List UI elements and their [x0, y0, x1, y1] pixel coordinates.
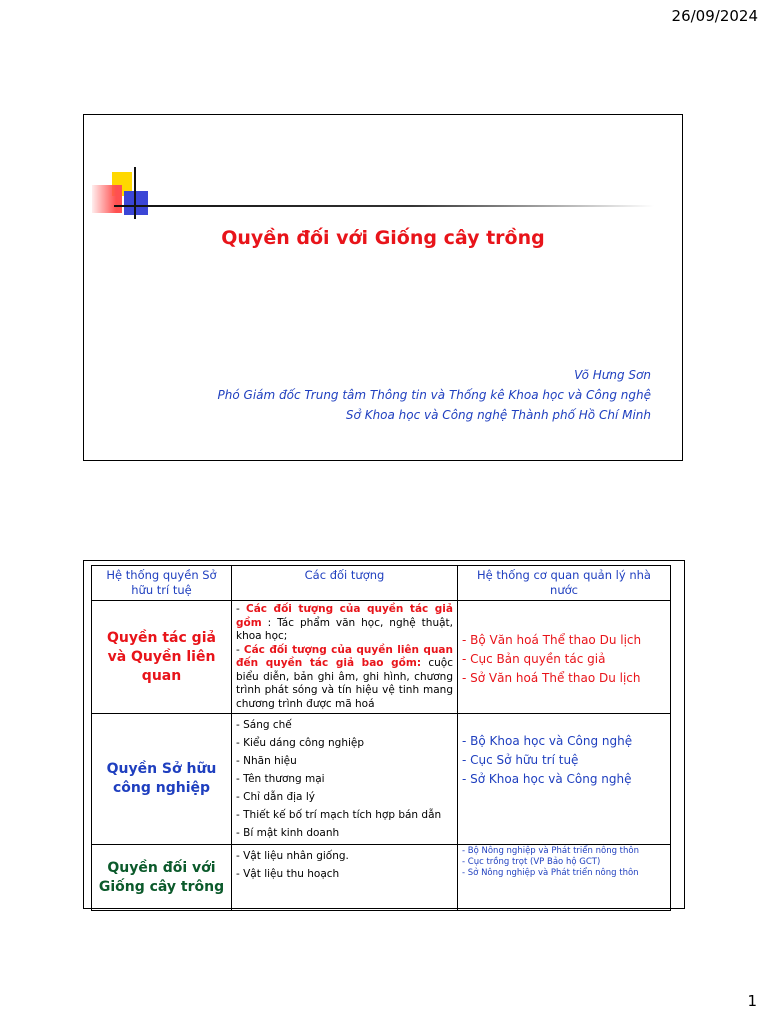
red-square-icon	[92, 185, 122, 213]
list-item: - Sở Khoa học và Công nghệ	[462, 772, 632, 786]
objects-dash: -	[236, 643, 244, 656]
list-item: - Kiểu dáng công nghiệp	[236, 737, 365, 749]
slide-title-text: Quyền đối với Giống cây trồng	[221, 227, 545, 249]
list-item: - Sở Văn hoá Thể thao Du lịch	[462, 671, 641, 685]
list-item: - Nhãn hiệu	[236, 755, 297, 767]
system-copyright: Quyền tác giả và Quyền liên quan	[92, 601, 232, 714]
slide-ip-table	[83, 560, 685, 909]
list-item: - Sáng chế	[236, 719, 292, 731]
agencies-industrial-property	[458, 714, 671, 845]
objects-plant-variety	[232, 845, 458, 911]
author-organization: Sở Khoa học và Công nghệ Thành phố Hồ Chí Minh	[345, 408, 651, 422]
header-system: Hệ thống quyền Sở hữu trí tuệ	[92, 566, 232, 601]
table-row	[92, 714, 671, 845]
list-item: - Vật liệu thu hoạch	[236, 868, 340, 880]
agencies-plant-variety	[458, 845, 671, 911]
horizontal-rule	[114, 205, 654, 207]
table-row	[92, 845, 671, 911]
ip-systems-table	[91, 565, 671, 911]
table-row	[92, 601, 671, 714]
author-name: Võ Hưng Sơn	[574, 368, 651, 382]
list-item: - Vật liệu nhân giống.	[236, 850, 349, 862]
list-item: - Bộ Văn hoá Thể thao Du lịch	[462, 633, 642, 647]
system-plant-variety: Quyền đối với Giống cây trông	[92, 845, 232, 911]
table-header-row	[92, 566, 671, 601]
header-objects: Các đối tượng	[232, 566, 458, 601]
blue-square-icon	[124, 191, 148, 215]
vertical-rule	[134, 167, 136, 219]
list-item: - Bộ Khoa học và Công nghệ	[462, 734, 633, 748]
author-position: Phó Giám đốc Trung tâm Thông tin và Thống kê Khoa học và Công nghệ	[217, 388, 651, 402]
list-item: - Tên thương mại	[236, 773, 325, 785]
objects-dash: -	[236, 603, 247, 615]
slide-title	[83, 114, 683, 461]
objects-highlight: Các đối tượng của quyền liên quan đến quyền tác giả bao gồm:	[236, 643, 453, 669]
system-industrial-property: Quyền Sở hữu công nghiệp	[92, 714, 232, 845]
list-item: - Cục trồng trọt (VP Bảo hộ GCT)	[462, 857, 601, 867]
decorative-header-graphic	[84, 115, 684, 235]
header-agencies: Hệ thống cơ quan quản lý nhà nước	[458, 566, 671, 601]
list-item: - Cục Bản quyền tác giả	[462, 652, 606, 666]
objects-industrial-property	[232, 714, 458, 845]
objects-text: : Tác phẩm văn học, nghệ thuật, khoa học;	[236, 616, 453, 642]
objects-copyright	[232, 601, 458, 714]
list-item: - Cục Sở hữu trí tuệ	[462, 753, 579, 767]
agencies-copyright	[458, 601, 671, 714]
page-number: 1	[747, 992, 757, 1010]
author-block	[218, 365, 651, 425]
list-item: - Sở Nông nghiệp và Phát triển nông thôn	[462, 868, 639, 878]
list-item: - Bộ Nông nghiệp và Phát triển nông thôn	[462, 846, 639, 856]
objects-highlight: Các đối tượng của quyền tác giả gồm	[236, 603, 453, 629]
list-item: - Bí mật kinh doanh	[236, 827, 340, 839]
list-item: - Chỉ dẫn địa lý	[236, 791, 315, 803]
objects-text: cuộc biểu diễn, bản ghi âm, ghi hình, chương trình phát sóng và tín hiệu vệ tinh mang chương trình được mã hoá	[236, 657, 453, 710]
list-item: - Thiết kế bố trí mạch tích hợp bán dẫn	[236, 809, 442, 821]
print-date: 26/09/2024	[671, 7, 758, 25]
